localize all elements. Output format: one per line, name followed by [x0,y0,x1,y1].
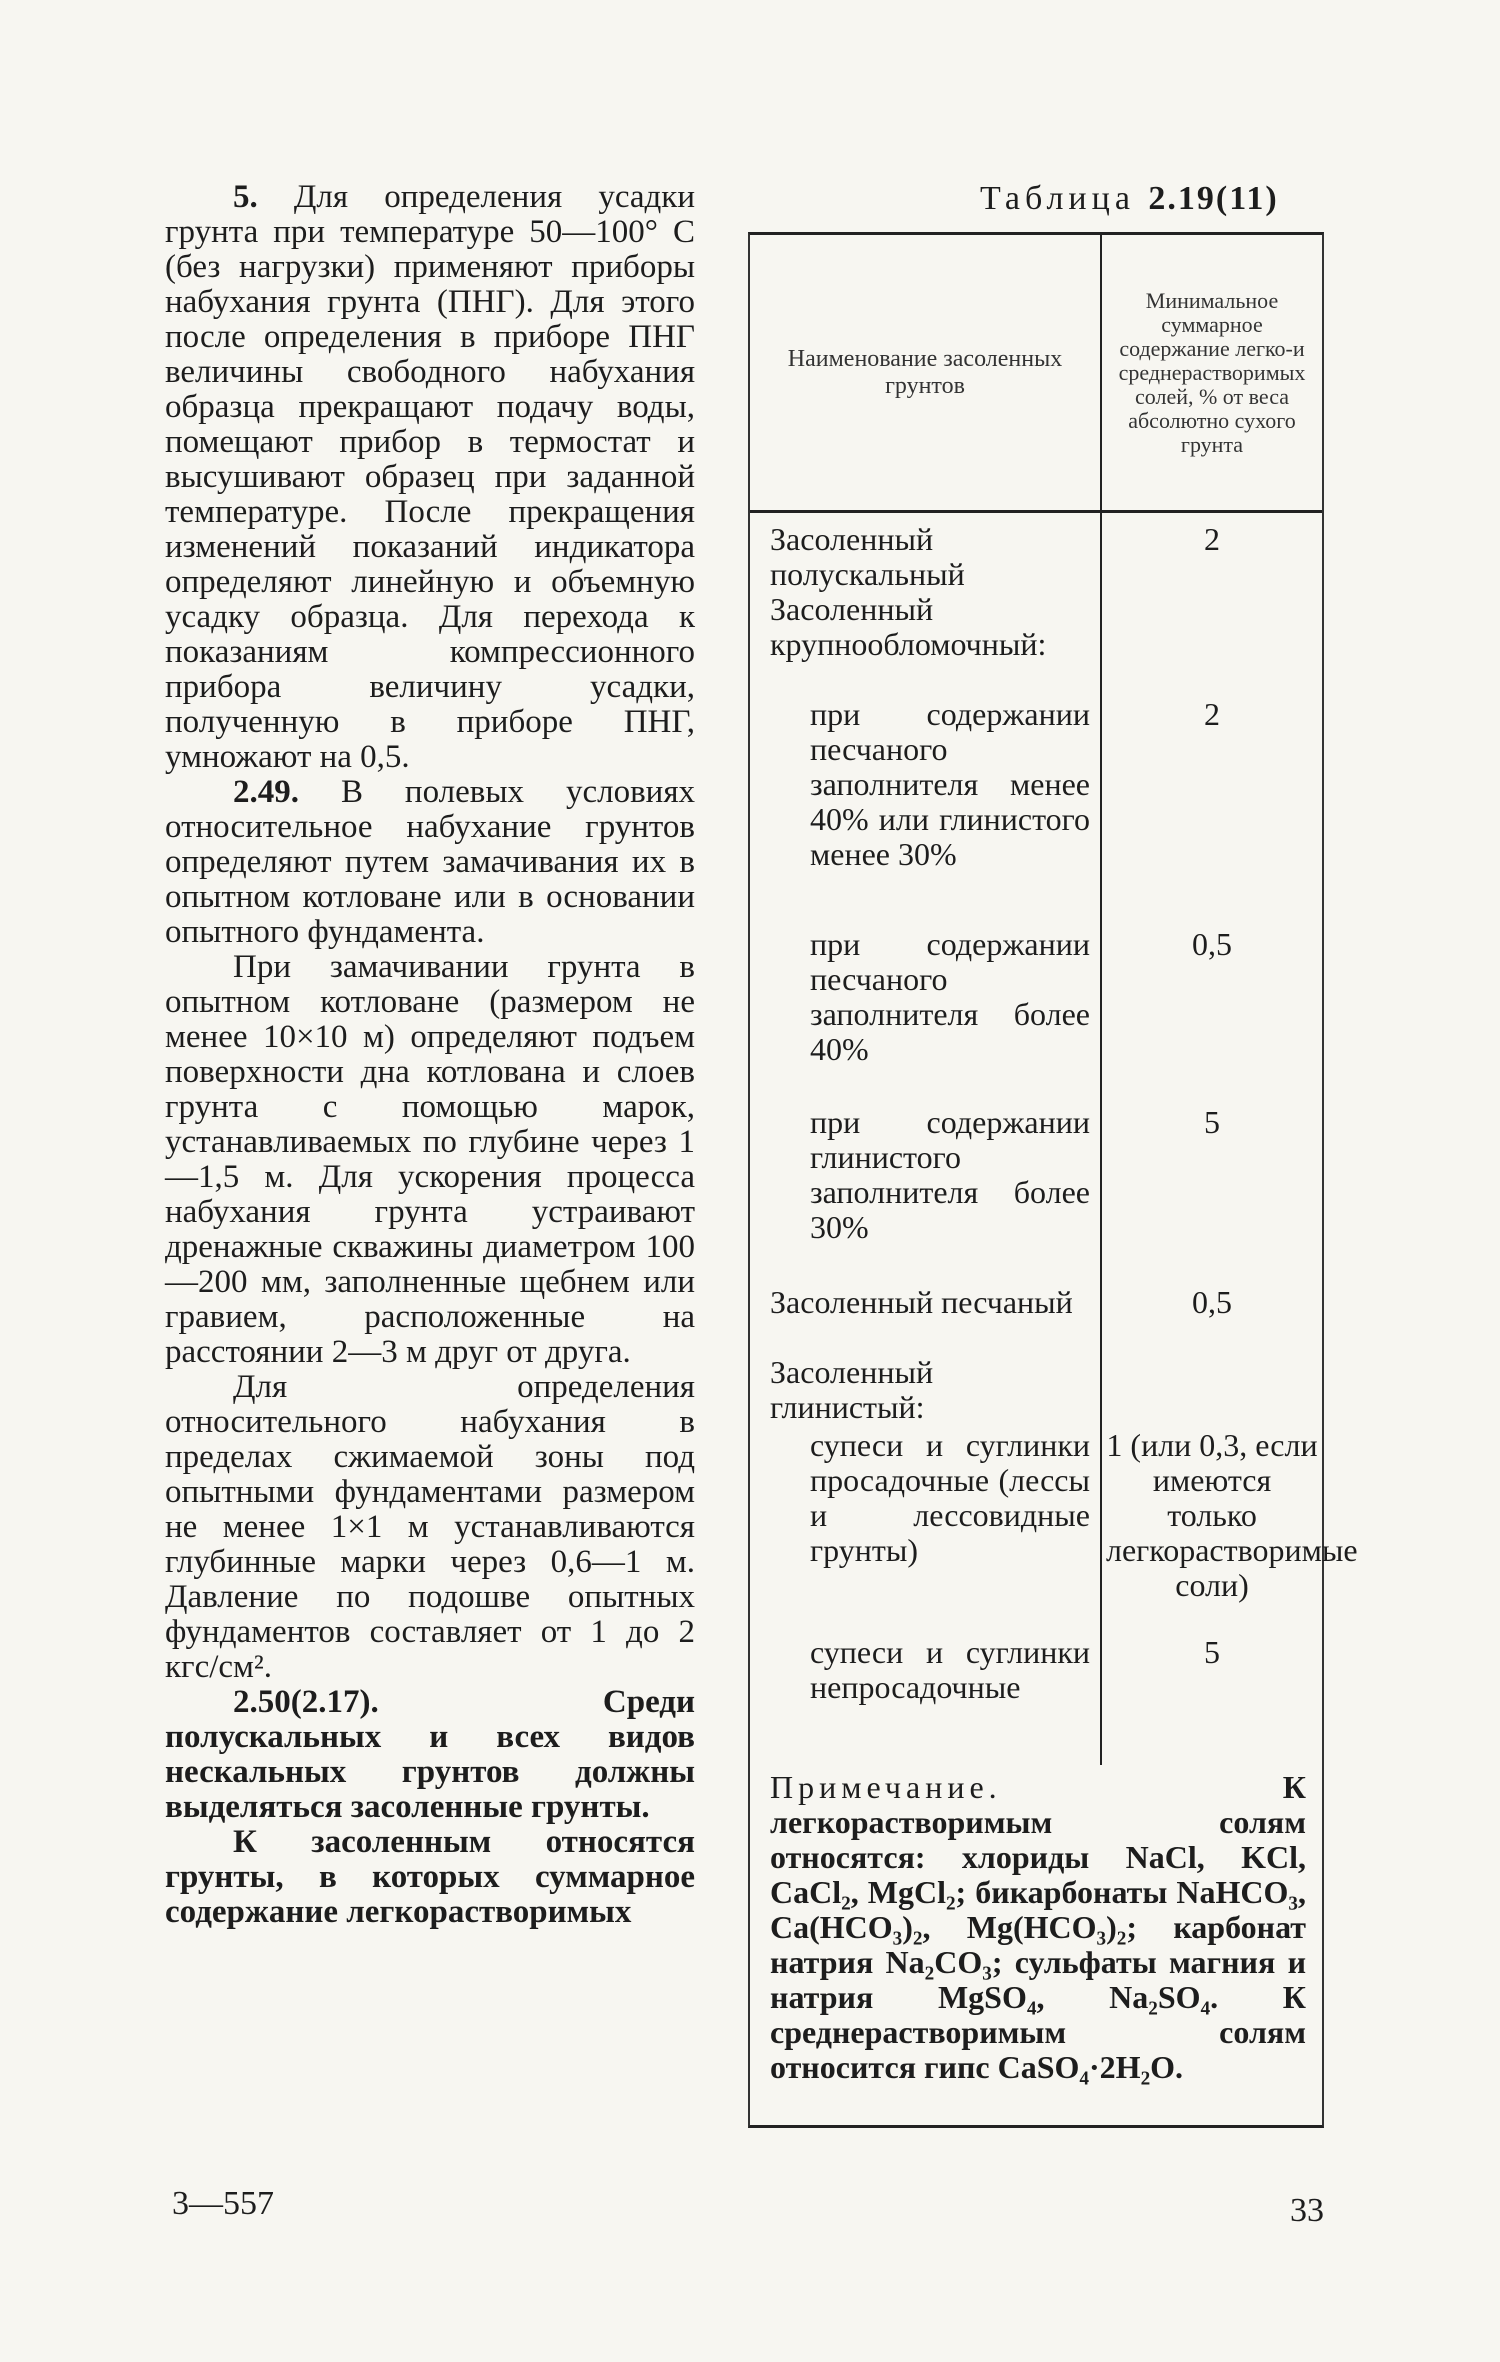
paragraph-text: Для определения усадки грунта при температуре 50—100° С (без нагрузки) применяют приборы набухания грунта (ПНГ). Для этого после определения в приборе ПНГ величины свободного набухания образца прекращают подачу воды, помещают прибор в термостат и высушивают образец при заданной температуре. После прекращения изменений показаний индикатора определяют линейную и объемную усадку образца. Для перехода к показаниям компрессионного прибора величину усадки, полученную в приборе ПНГ, умножают на 0,5. [165,179,695,775]
row-name: Засоленный песчаный [770,1284,1073,1320]
table-note [770,1770,1306,2085]
paragraph-number: 5. [233,179,258,215]
row-value: 5 [1204,1104,1220,1140]
row-name: Засоленный полускальный [770,521,965,592]
paragraph-saline-definition [165,1825,695,1930]
page-number: 33 [1290,2192,1324,2229]
row-value: 5 [1204,1634,1220,1670]
row-value: 1 (или 0,3, если имеются только легкорастворимые соли) [1106,1427,1358,1603]
row-name: супеси и суглинки просадочные (лессы и лессовидные грунты) [810,1427,1090,1568]
table-title-word: Таблица [980,180,1135,217]
row-name: Засоленный глинистый: [770,1354,934,1425]
column-divider [1100,235,1102,1765]
row-value: 0,5 [1192,926,1232,962]
paragraph-text: К засоленным относятся грунты, в которых суммарное содержание легкорастворимых [165,1824,695,1930]
paragraph-foundation-swelling [165,1370,695,1685]
row-name: Засоленный крупнообломочный: [770,591,1047,662]
paragraph-number: 2.50(2.17). [233,1684,379,1720]
row-name: супеси и суглинки непросадочные [810,1634,1090,1705]
row-name: при содержании песчаного заполнителя более 40% [810,926,1090,1067]
note-label: Примечание. [770,1769,1002,1805]
note-text: К легкорастворимым солям относятся: хлориды NaCl, KCl, CaCl₂, MgCl₂; бикарбонаты NaHCO₃, Ca(HCO₃)₂, Mg(HCO₃)₂; карбонат натрия Na₂CO₃; сульфаты магния и натрия MgSO₄, Na₂SO₄. К среднерастворимым солям относится гипс CaSO₄·2H₂O. [770,1769,1306,2085]
table-header [750,235,1322,513]
saline-soils-table [748,232,1358,2128]
paragraph-5 [165,180,695,775]
row-value: 2 [1204,521,1220,557]
paragraph-text: В полевых условиях относительное набухание грунтов определяют путем замачивания их в опытном котловане или в основании опытного фундамента. [165,774,695,950]
row-name: при содержании песчаного заполнителя менее 40% или глинистого менее 30% [810,696,1090,872]
printer-signature: 3—557 [172,2185,274,2222]
paragraph-text: При замачивании грунта в опытном котловане (размером не менее 10×10 м) определяют подъем поверхности дна котлована и слоев грунта с помощью марок, устанавливаемых по глубине через 1—1,5 м. Для ускорения процесса набухания грунта устраивают дренажные скважины диаметром 100—200 мм, заполненные щебнем или гравием, расположенные на расстоянии 2—3 м друг от друга. [165,949,695,1370]
row-value: 2 [1204,696,1220,732]
row-value: 0,5 [1192,1284,1232,1320]
paragraph-2-50 [165,1685,695,1825]
table-title-number: 2.19(11) [1148,180,1279,217]
paragraph-2-49 [165,775,695,950]
paragraph-pit-soaking [165,950,695,1370]
paragraph-text: Для определения относительного набухания в пределах сжимаемой зоны под опытными фундаментами размером не менее 1×1 м устанавливаются глубинные марки через 0,6—1 м. Давление по подошве опытных фундаментов составляет от 1 до 2 кгс/см². [165,1369,695,1685]
column-header-salt-content: Минимальное суммарное содержание легко-и среднерастворимых солей, % от веса абсолютно сухого грунта [1118,287,1306,457]
paragraph-number: 2.49. [233,774,299,810]
table-title [980,180,1279,218]
row-name: при содержании глинистого заполнителя более 30% [810,1104,1090,1245]
left-text-column [165,180,695,1930]
paragraph-text: Среди полускальных и всех видов нескальных грунтов должны выделяться засоленные грунты. [165,1684,695,1825]
column-header-soil-name: Наименование засоленных грунтов [787,345,1063,399]
